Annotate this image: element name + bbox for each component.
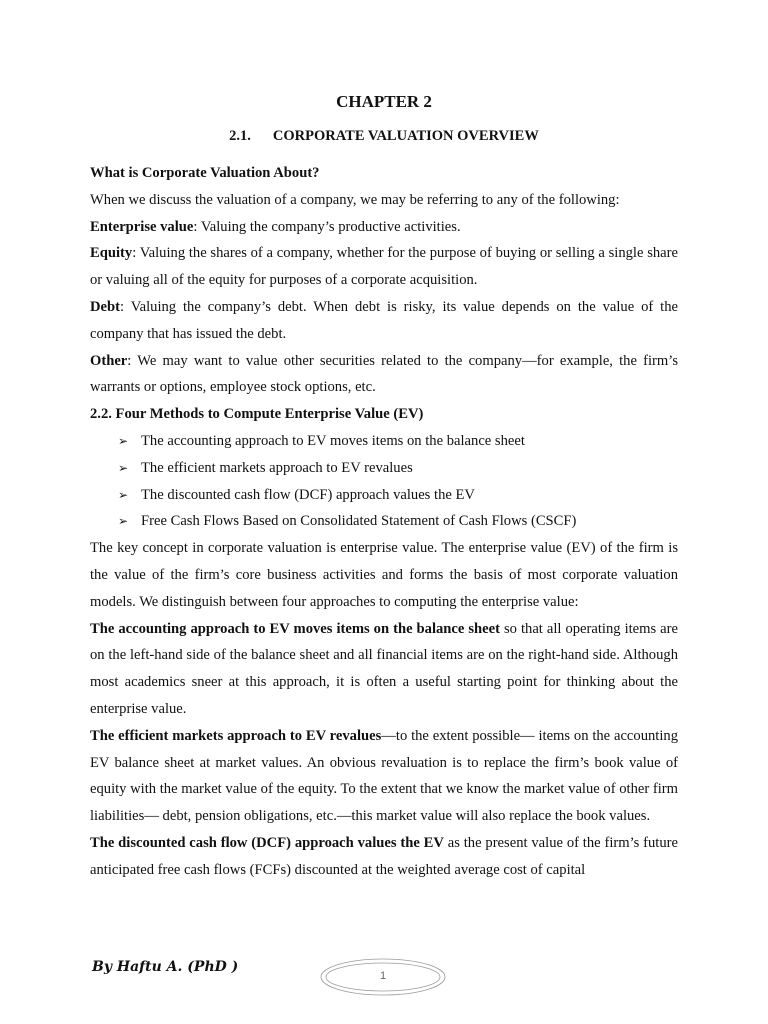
approach-efficient-markets xyxy=(90,723,678,830)
arrow-bullet-icon: ➢ xyxy=(118,514,129,529)
key-concept-paragraph: The key concept in corporate valuation is enterprise value. The enterprise value (EV) of the firm is the value of the firm’s core business activities and forms the basis of most corporate valuation models. We distinguish between four approaches to computing the enterprise value: xyxy=(90,540,678,610)
intro-paragraph: When we discuss the valuation of a company, we may be referring to any of the following: xyxy=(90,191,620,208)
definition-term: Other xyxy=(90,352,128,369)
approach-lead: The accounting approach to EV moves items on the balance sheet xyxy=(90,620,500,637)
list-item: ➢ The accounting approach to EV moves items on the balance sheet xyxy=(118,428,678,455)
definition-text: : Valuing the company’s debt. When debt is risky, its value depends on the value of the company that has issued the debt. xyxy=(90,298,678,342)
definition-enterprise-value xyxy=(90,214,678,241)
page-number: 1 xyxy=(379,970,387,982)
approach-text: —to the extent possible— items on the accounting EV balance sheet at market values. An obvious revaluation is to replace the firm’s book value of equity with the market value of the equity. To the extent that we know the market value of other firm liabilities— debt, pension obligations, etc.—this market value will also replace the book values. xyxy=(90,727,679,825)
definition-text: : We may want to value other securities related to the company—for example, the firm’s warrants or options, employee stock options, etc. xyxy=(90,352,678,396)
definition-term: Debt xyxy=(90,298,120,315)
section-number: 2.1. xyxy=(229,128,251,144)
list-item: ➢ Free Cash Flows Based on Consolidated Statement of Cash Flows (CSCF) xyxy=(118,508,678,535)
approach-dcf xyxy=(90,830,678,884)
definition-other xyxy=(90,348,678,402)
footer-author: By Haftu A. (PhD ) xyxy=(92,959,239,975)
approach-lead: The discounted cash flow (DCF) approach values the EV xyxy=(90,834,444,851)
definition-text: : Valuing the shares of a company, whether for the purpose of buying or selling a single share or valuing all of the equity for purposes of a corporate acquisition. xyxy=(90,245,678,289)
section-title xyxy=(0,128,768,145)
definition-equity xyxy=(90,240,678,294)
approach-text: as the present value of the firm’s future anticipated free cash flows (FCFs) discounted at the weighted average cost of capital xyxy=(90,834,678,878)
list-item: ➢ The discounted cash flow (DCF) approach values the EV xyxy=(118,482,678,509)
chapter-title: CHAPTER 2 xyxy=(336,92,432,111)
list-item: ➢ The efficient markets approach to EV revalues xyxy=(118,455,678,482)
definition-debt xyxy=(90,294,678,348)
arrow-bullet-icon: ➢ xyxy=(118,487,129,502)
definition-text: : Valuing the company’s productive activities. xyxy=(193,218,461,235)
definition-term: Equity xyxy=(90,245,133,262)
approach-lead: The efficient markets approach to EV revalues xyxy=(90,727,382,744)
body-text xyxy=(90,160,678,884)
arrow-bullet-icon: ➢ xyxy=(118,433,129,448)
definition-term: Enterprise value xyxy=(90,218,194,235)
methods-list xyxy=(90,428,678,535)
arrow-bullet-icon: ➢ xyxy=(118,460,129,475)
approach-accounting xyxy=(90,616,678,723)
section-title-text: CORPORATE VALUATION OVERVIEW xyxy=(272,128,539,144)
methods-heading: 2.2. Four Methods to Compute Enterprise Value (EV) xyxy=(90,406,424,423)
question-heading: What is Corporate Valuation About? xyxy=(90,165,320,181)
approach-text: so that all operating items are on the left-hand side of the balance sheet and all financial items are on the right-hand side. Although most academics sneer at this approach, it is often a useful starting point for thinking about the enterprise value. xyxy=(90,620,678,717)
